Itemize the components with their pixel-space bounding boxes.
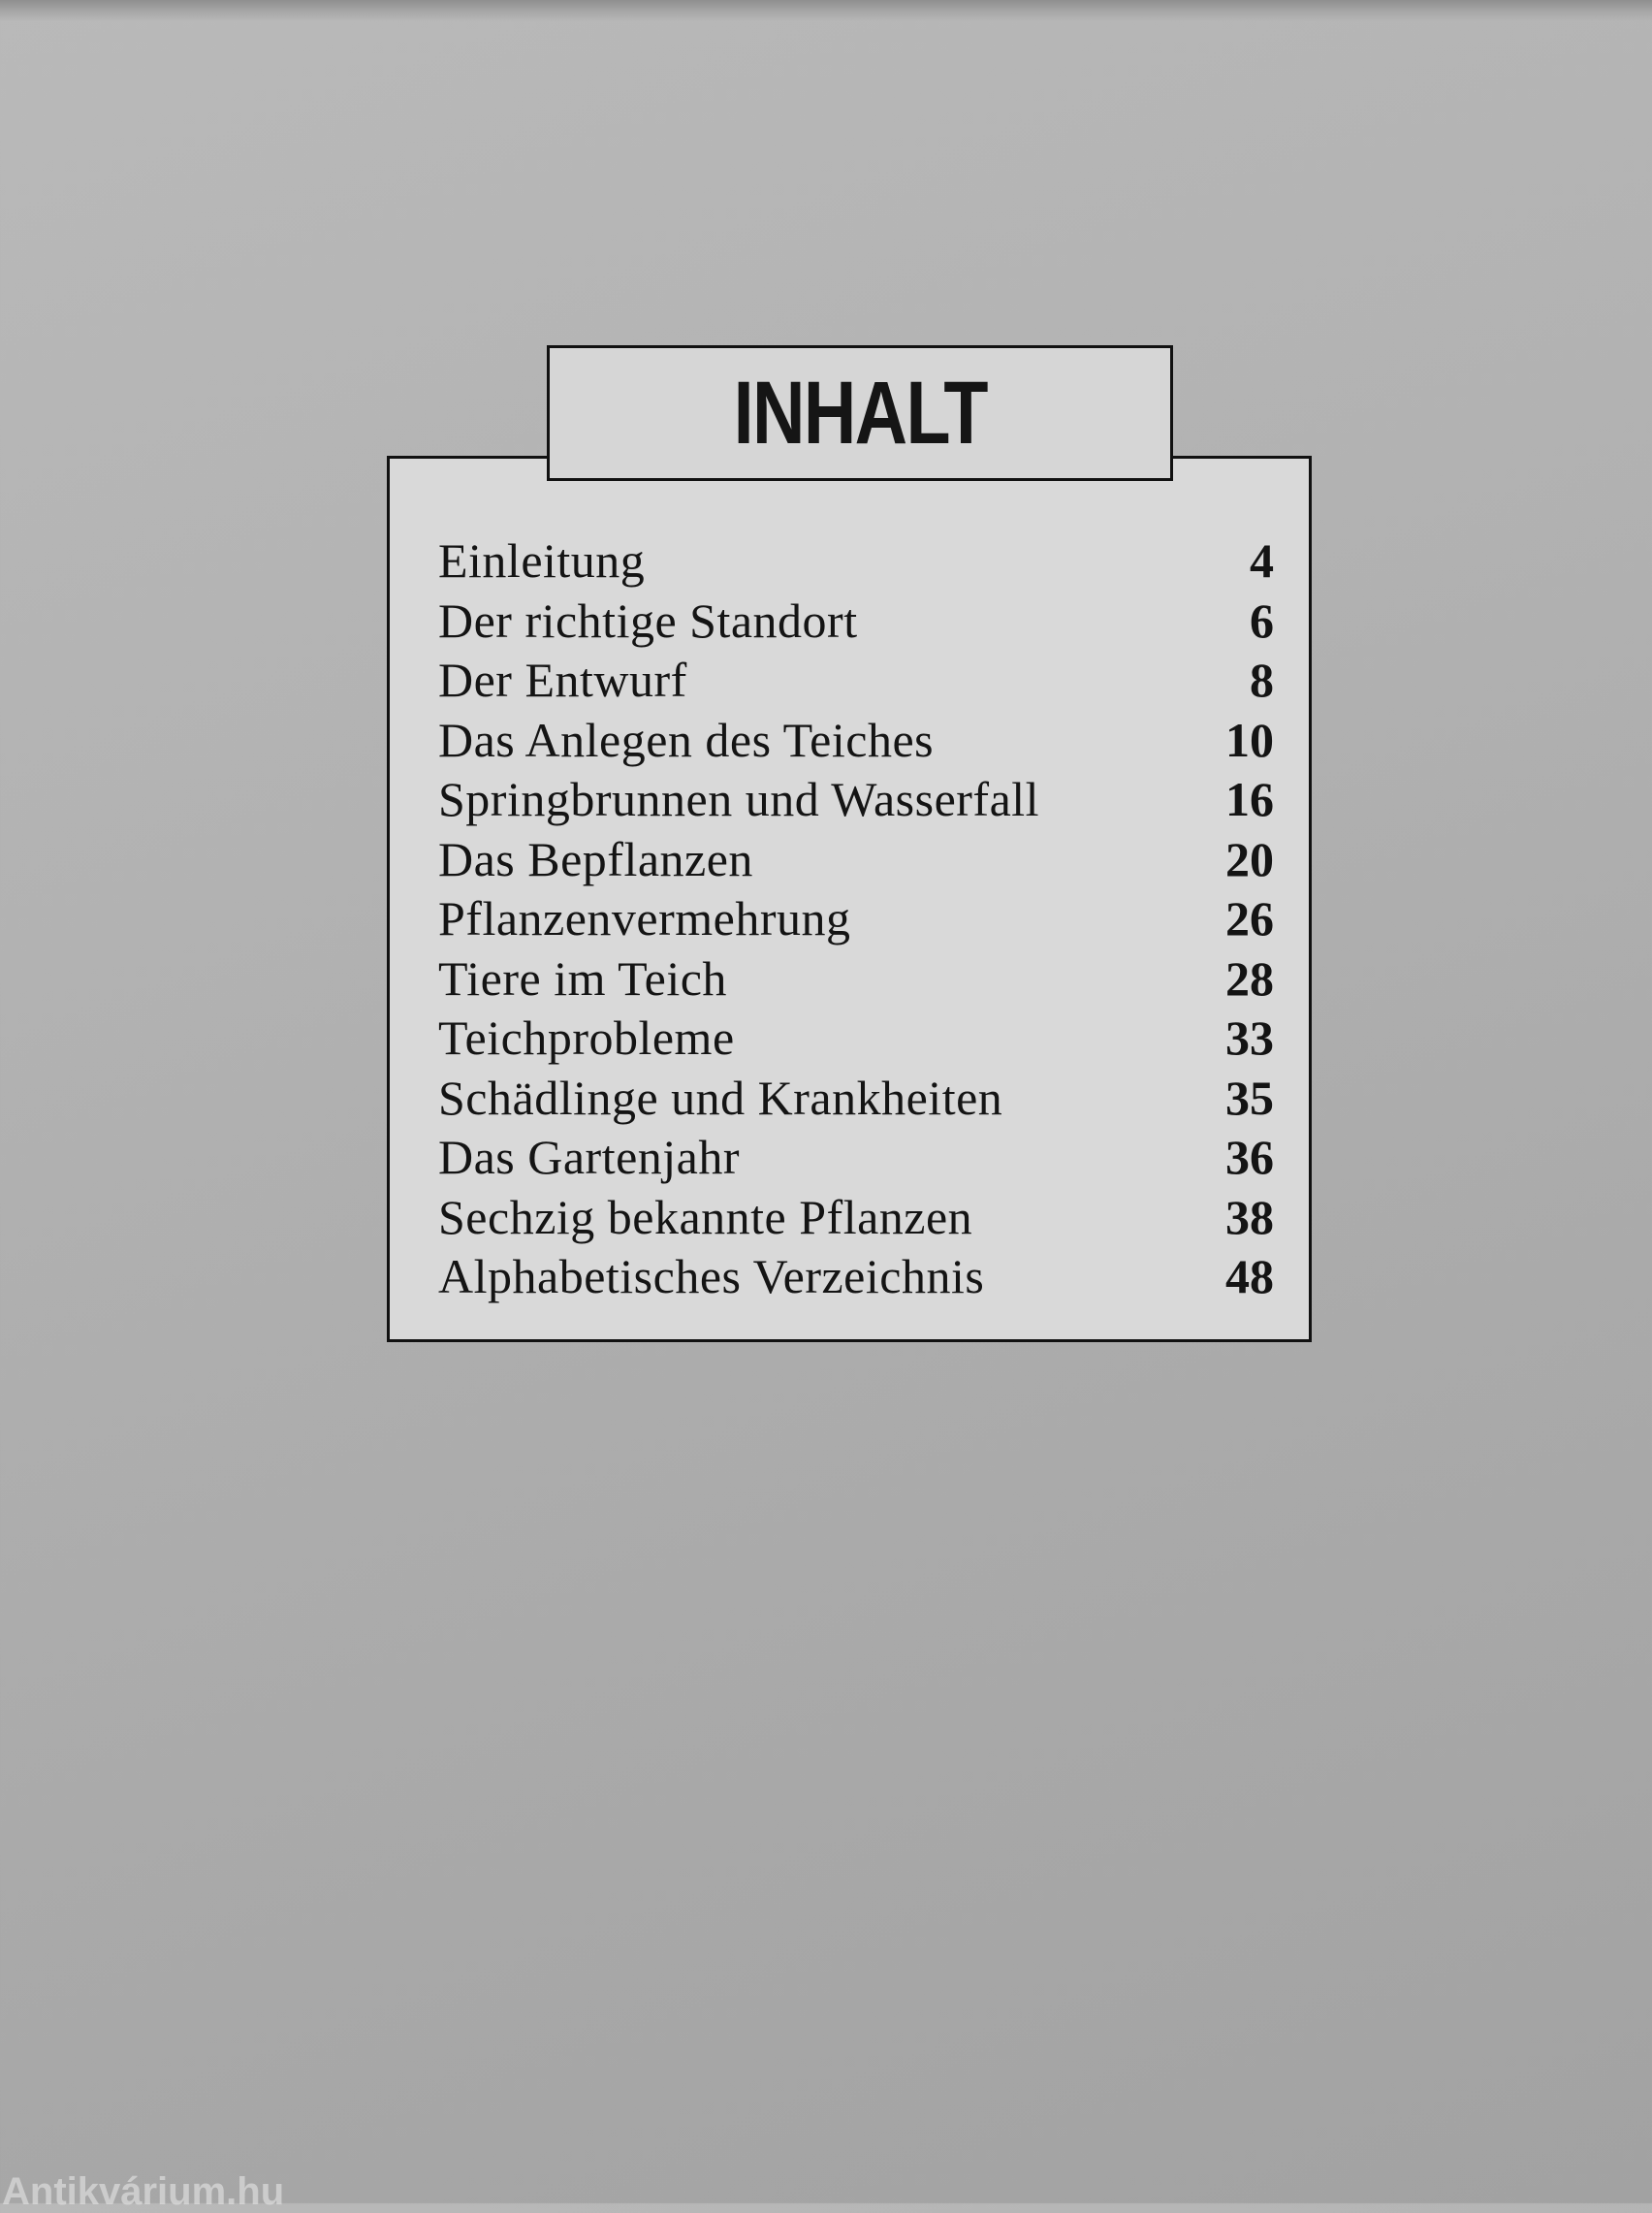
toc-entry-title: Sechzig bekannte Pflanzen <box>438 1189 973 1244</box>
contents-title: INHALT <box>733 364 987 463</box>
toc-entry-page: 36 <box>1225 1130 1274 1184</box>
toc-entry-tiere <box>438 950 1274 1010</box>
toc-entry-page: 6 <box>1250 593 1274 648</box>
toc-entry-title: Schädlinge und Krankheiten <box>438 1070 1003 1125</box>
toc-entry-anlegen <box>438 712 1274 772</box>
toc-entry-title: Teichprobleme <box>438 1010 735 1065</box>
toc-entry-title: Das Anlegen des Teiches <box>438 712 935 767</box>
table-of-contents <box>387 456 1312 1342</box>
toc-entry-page: 10 <box>1225 712 1274 767</box>
toc-entry-page: 38 <box>1225 1189 1274 1244</box>
toc-entry-pflanzenvermehrung <box>438 890 1274 950</box>
toc-entry-pflanzen <box>438 1189 1274 1249</box>
toc-entry-verzeichnis <box>438 1248 1274 1308</box>
toc-entry-title: Alphabetisches Verzeichnis <box>438 1249 985 1303</box>
toc-entry-page: 35 <box>1225 1070 1274 1125</box>
toc-entry-page: 48 <box>1225 1249 1274 1303</box>
toc-entry-title: Tiere im Teich <box>438 950 727 1006</box>
watermark: Antikvárium.hu <box>2 2170 285 2213</box>
toc-entry-einleitung <box>438 532 1274 593</box>
toc-entry-title: Das Bepflanzen <box>438 831 753 886</box>
toc-entry-page: 16 <box>1225 772 1274 826</box>
toc-entry-page: 28 <box>1225 950 1274 1006</box>
toc-entry-page: 33 <box>1225 1010 1274 1065</box>
toc-entry-title: Springbrunnen und Wasserfall <box>438 772 1040 826</box>
toc-entry-title: Pflanzenvermehrung <box>438 891 851 946</box>
toc-list <box>438 532 1274 1308</box>
toc-entry-teichprobleme <box>438 1010 1274 1070</box>
toc-entry-title: Der richtige Standort <box>438 593 858 648</box>
toc-entry-entwurf <box>438 652 1274 712</box>
toc-entry-page: 4 <box>1250 533 1274 588</box>
toc-entry-springbrunnen <box>438 771 1274 831</box>
toc-entry-page: 20 <box>1225 831 1274 886</box>
toc-entry-title: Einleitung <box>438 533 646 588</box>
toc-entry-page: 8 <box>1250 653 1274 707</box>
toc-entry-standort <box>438 593 1274 653</box>
contents-title-tab <box>547 345 1173 481</box>
toc-entry-bepflanzen <box>438 831 1274 891</box>
toc-entry-gartenjahr <box>438 1129 1274 1189</box>
toc-entry-schaedlinge <box>438 1070 1274 1130</box>
toc-entry-title: Das Gartenjahr <box>438 1130 741 1184</box>
page-top-edge <box>0 0 1652 21</box>
toc-entry-page: 26 <box>1225 891 1274 946</box>
toc-entry-title: Der Entwurf <box>438 653 687 707</box>
